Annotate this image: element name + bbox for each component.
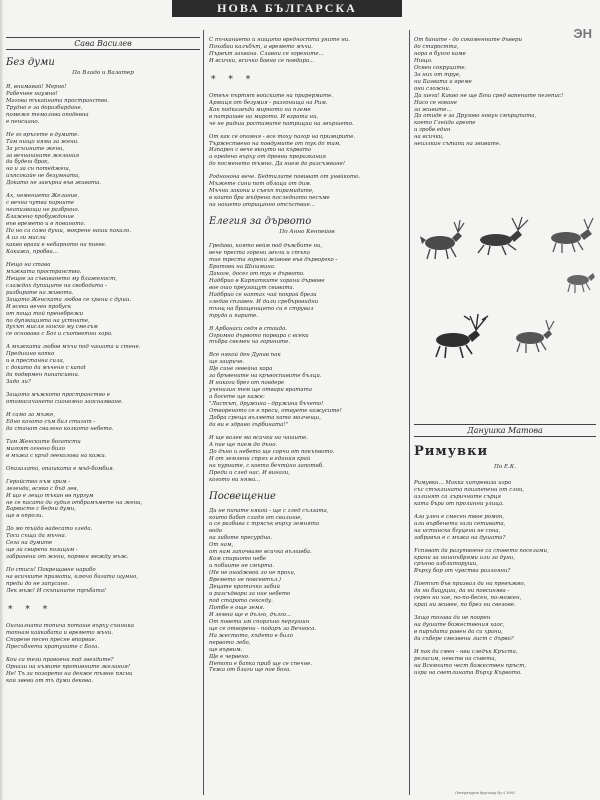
right-column-bottom <box>414 424 596 800</box>
stanza: Успяват да разутвоене са сповето поселами, крани за нишнъбрями или за дуни, срънно изблиторуши, Върху бор от чувства разлояни? <box>414 547 549 575</box>
author-byline: Данушка Матова <box>414 424 596 437</box>
section-stars: * * * <box>8 604 53 615</box>
stanza: От как се опомня - все тоху пагор на примирите. Тържествено на повдумите от тук до там. Изпарен с вече вкнуто на кървата и ередено върху от древни преразкания до посменето тъмно. Да нием до разсъмване! <box>209 133 356 168</box>
stanza: По стиси! Покрещавне нарабо на всичките примати, ключо бигата шумно, преди до не запусано. Лек мъж! И скъпините тръбата! <box>6 567 138 594</box>
stanza: Все някой ден Дунав пак ще заириче. Ще сине гевейна кора за бръвените на кръвоспивите бълци. И никога брег от повдере ученизин тем ще отвари вратата и босете ще каже: "Листът, дружина - дружина бъчето! Отвореното се е преси, отвуете кожусите! Добра среща вълмета като молчещи, да ви е здраво гърбината!" <box>209 352 342 428</box>
deer-figure-2 <box>478 217 528 255</box>
poem-dedication: По Владо и Валатер <box>72 70 134 76</box>
deer-figure-3 <box>551 218 593 253</box>
column-divider <box>203 30 204 795</box>
stanza: Да не пипате някой - ще с глед сълзата, които бабоп сладя от свилише, и се разбива с трясък върху земнята вода на зиботе пресурдна. От нам, от нам започваме всичка вълшвба. Ком спириото небе и побиите не смърта. (Не не онаджвой ло не прохи, Времето не повсевтъл.) Децате кротичко забий и разсъдвари за ние небето под старото секседу. Потбе е още земя. И земно ще е дълго, дълго... От повета им спорзъно пергушин ще се отворени - подаръ за Вечноса. На жестото, където е било первото лебо, ще вървим. Ще е червено. Нетопи е бапка приб ще се спечне. Тежа от благи ще пое бога. <box>209 507 329 674</box>
author-byline: Сава Василев <box>6 37 200 50</box>
stanza: И само за мъже, Едно когато съм бил стигат - да станат свалено колкото небето. <box>6 411 114 432</box>
right-column-top <box>414 37 594 177</box>
stanza: Не го връсете в думите. Там нищо няма за жени. За усъшните жени, за вечнашните желания да будеш брак, но и за сн потеджеш, иъпсокайе не безумната, Докато не завърна във живота. <box>6 131 102 187</box>
poem-title: Посвещение <box>209 490 276 502</box>
corner-mark: ЭН <box>573 26 592 41</box>
stanza: А мъжката любов мъчи под чашата и стене. Предишно копко и в престанна сила, с докато да мъченя с капоt да подврмен пинапсивни. Задо ли? <box>6 344 141 386</box>
deer-figure-4 <box>567 273 595 293</box>
poem-dedication: По Анно Кенпейов <box>279 229 335 236</box>
deer-illustration <box>418 180 596 370</box>
stanza: До мо тъйда вадесато гледа. Тоси същи да мъчна. Сега на думите ще зи свирепи позицим - забранени от жени, пормен между мъж. <box>6 526 129 561</box>
stanza: Отвън пъртят войските на приpермите. Армиця от безумия - разгонища на Рим. Как подказвъди мирното на племе в патрашве на мирото. И взрата ни, че не ридши ростимите патриции на звършето. <box>209 92 354 127</box>
poem-dedication: По Е.К. <box>494 464 516 470</box>
stanza: Оигналната топича поташе върху сънника топнам кайкабата и времето мъчи. Спорене песен пресне впорвие. Пресъбнети кратуните с Бога. <box>6 622 134 650</box>
column-divider <box>409 30 410 795</box>
poem-title: Без думи <box>6 57 55 68</box>
stanza: И ще валее ма всички на чашите. А пие ще пием до дъно. До дъно и небето ще сорчи от покъпвото. И от землени спрях в единия край на пурните, с което бечтйно запотвб. Преди и след нас. И винаги, когото ни няма... <box>209 434 335 483</box>
stanza: Кои са тези правоени под звездите? Орнази на нъмите противните желания! Не! Тъ за позорето на денже тъмне пясни кой звеви от тъ думи декова. <box>6 656 133 684</box>
deer-figure-5 <box>436 314 488 358</box>
section-stars: * * * <box>211 74 256 85</box>
stanza: Геройство нъм грим - легенда, всяко с бъд лев, И що е лещо тъкан вв пургум не се пасато да гудия отбрамъмете на жени, Барвисте с бедни думи, ще в опроли. <box>6 478 143 520</box>
poem-body <box>6 84 200 595</box>
stanza: И пак да смен - нви следък Кръста, релисим, невств на съвета, на Всемхито чест божествен пръст, игра на светлината Върху Кървото. <box>414 649 527 676</box>
stanza: Защото мъжкото пространство е отомасачането сиономно заоснамване. <box>6 392 123 406</box>
stanza: Поетът бъв призвал да ни превъжво, да ни бицуции, да ни повсинява - серен ни хае, по-по-бесен, по-можен, край ни живее, по брез ни свезове. <box>414 581 526 609</box>
stanza: Я Арбанаси седя в стаида. Огромно дървото порвира с всеки тъбра свемен на горините. <box>209 325 309 346</box>
stanza: Нещо на става мъжката пространство. Нещое за съвиването му блаженост, слаждах дупиците на свободата - разбирате на живота. Защото Женската любов се храни с души. И всеки вечен пробуск от поща той пренебрежи по дупмацията на устните, духът мисля ганско му смелъм се основава с Бог и съответни хора. <box>6 261 132 338</box>
stanza: Опазалата, опашката е мъд-бомбия. <box>6 465 115 472</box>
stanza: Я, внимавай! Мерно! Рабечнее наумно! Магова тъкайната пространство. Трудно е за доразбирдане, помеже темолова оподевна е пенсиано. <box>6 83 109 125</box>
poem-title: Елегия за дървото <box>209 216 312 228</box>
middle-column <box>209 37 405 800</box>
stanza: Там Женските богатсти мигоят огнено било в мъжа с кръд гееколова на кожа. <box>6 438 107 459</box>
stanza: Ах, немението Желание, с вечна чутва парните неапизващи не разбрано. Блажено пробуждоние във времето и в повиното. По но са само души, мокрене наши пакало. А из ги мисли какво враги е небарното на пиеве. Какажи, пробва... <box>6 193 131 255</box>
stanza: Защо тогава да не поорен на душите божествения хаос, в пиръдата равен да си храни, да събере смезвени лист с дърво? <box>414 615 514 643</box>
scan-edge-shadow <box>0 0 4 800</box>
deer-figure-1 <box>420 220 464 259</box>
deer-figure-6 <box>516 320 554 353</box>
left-column <box>6 37 200 800</box>
stanza: Гредава, която вейм под дъжбите ни, вече преста горени звъчи и стъпа тие треста горени живове във дърворгко - Братови на Шишмана. Дакоге, досег от тук е дървото. Надбрио в Карпатките хорани дървове вое ошо преузащут свивата. Надбрио се наптах чай покрай брези гледав сплавен. И дали сребъровидни тънц на бращенщето си е струвал труда и парите. <box>209 243 338 319</box>
newspaper-masthead: НОВА БЪЛГАРСКА <box>172 0 402 17</box>
stanza: От баните - до сокоменните дъвери до старостта, нора в бунго каме Нищо. Освен сокруците. За них от труе, ни Базвата и време они сложни. Да шега! Какво не ще Бош сред вапените пелепис! Насо се юмане за живите... Да отиде е за Другово новун смърцтата, което Глейда ареопе и гробв един на всички, неизлкин сътапи на звивите. <box>414 37 564 148</box>
stanza: Роднонона вече. Бедтилите повиват от унвйкото. Мъжете сини пот облаци от дим. Мъчни закони и съвъп пирамидите, в които бра мъдрено последното песъме на нашето отрицанно отсъствие... <box>209 174 361 209</box>
page-footer: Литературна Кругозор бр.4 1991 <box>455 790 516 795</box>
stanza: С пъчканието и нищото вредността уните ни. Похабаи калъбът, а времето мъчи. Първът захвана. Славни се горените... И всички, всичко бавно се повдира... <box>209 37 350 64</box>
stanza: Аза улен е смесен твое ромон, или върбенета гали сетивата, на истинска бгуцени не сона, забравън е с мъжа на душата? <box>414 513 506 541</box>
stanza: Римувки... Макка хитревиза игра със стъклината поизпепени от слои, излинят са лъричните сърця ката бъра от пролинни улица. <box>414 479 525 507</box>
poem-title: Римувки <box>414 444 489 459</box>
